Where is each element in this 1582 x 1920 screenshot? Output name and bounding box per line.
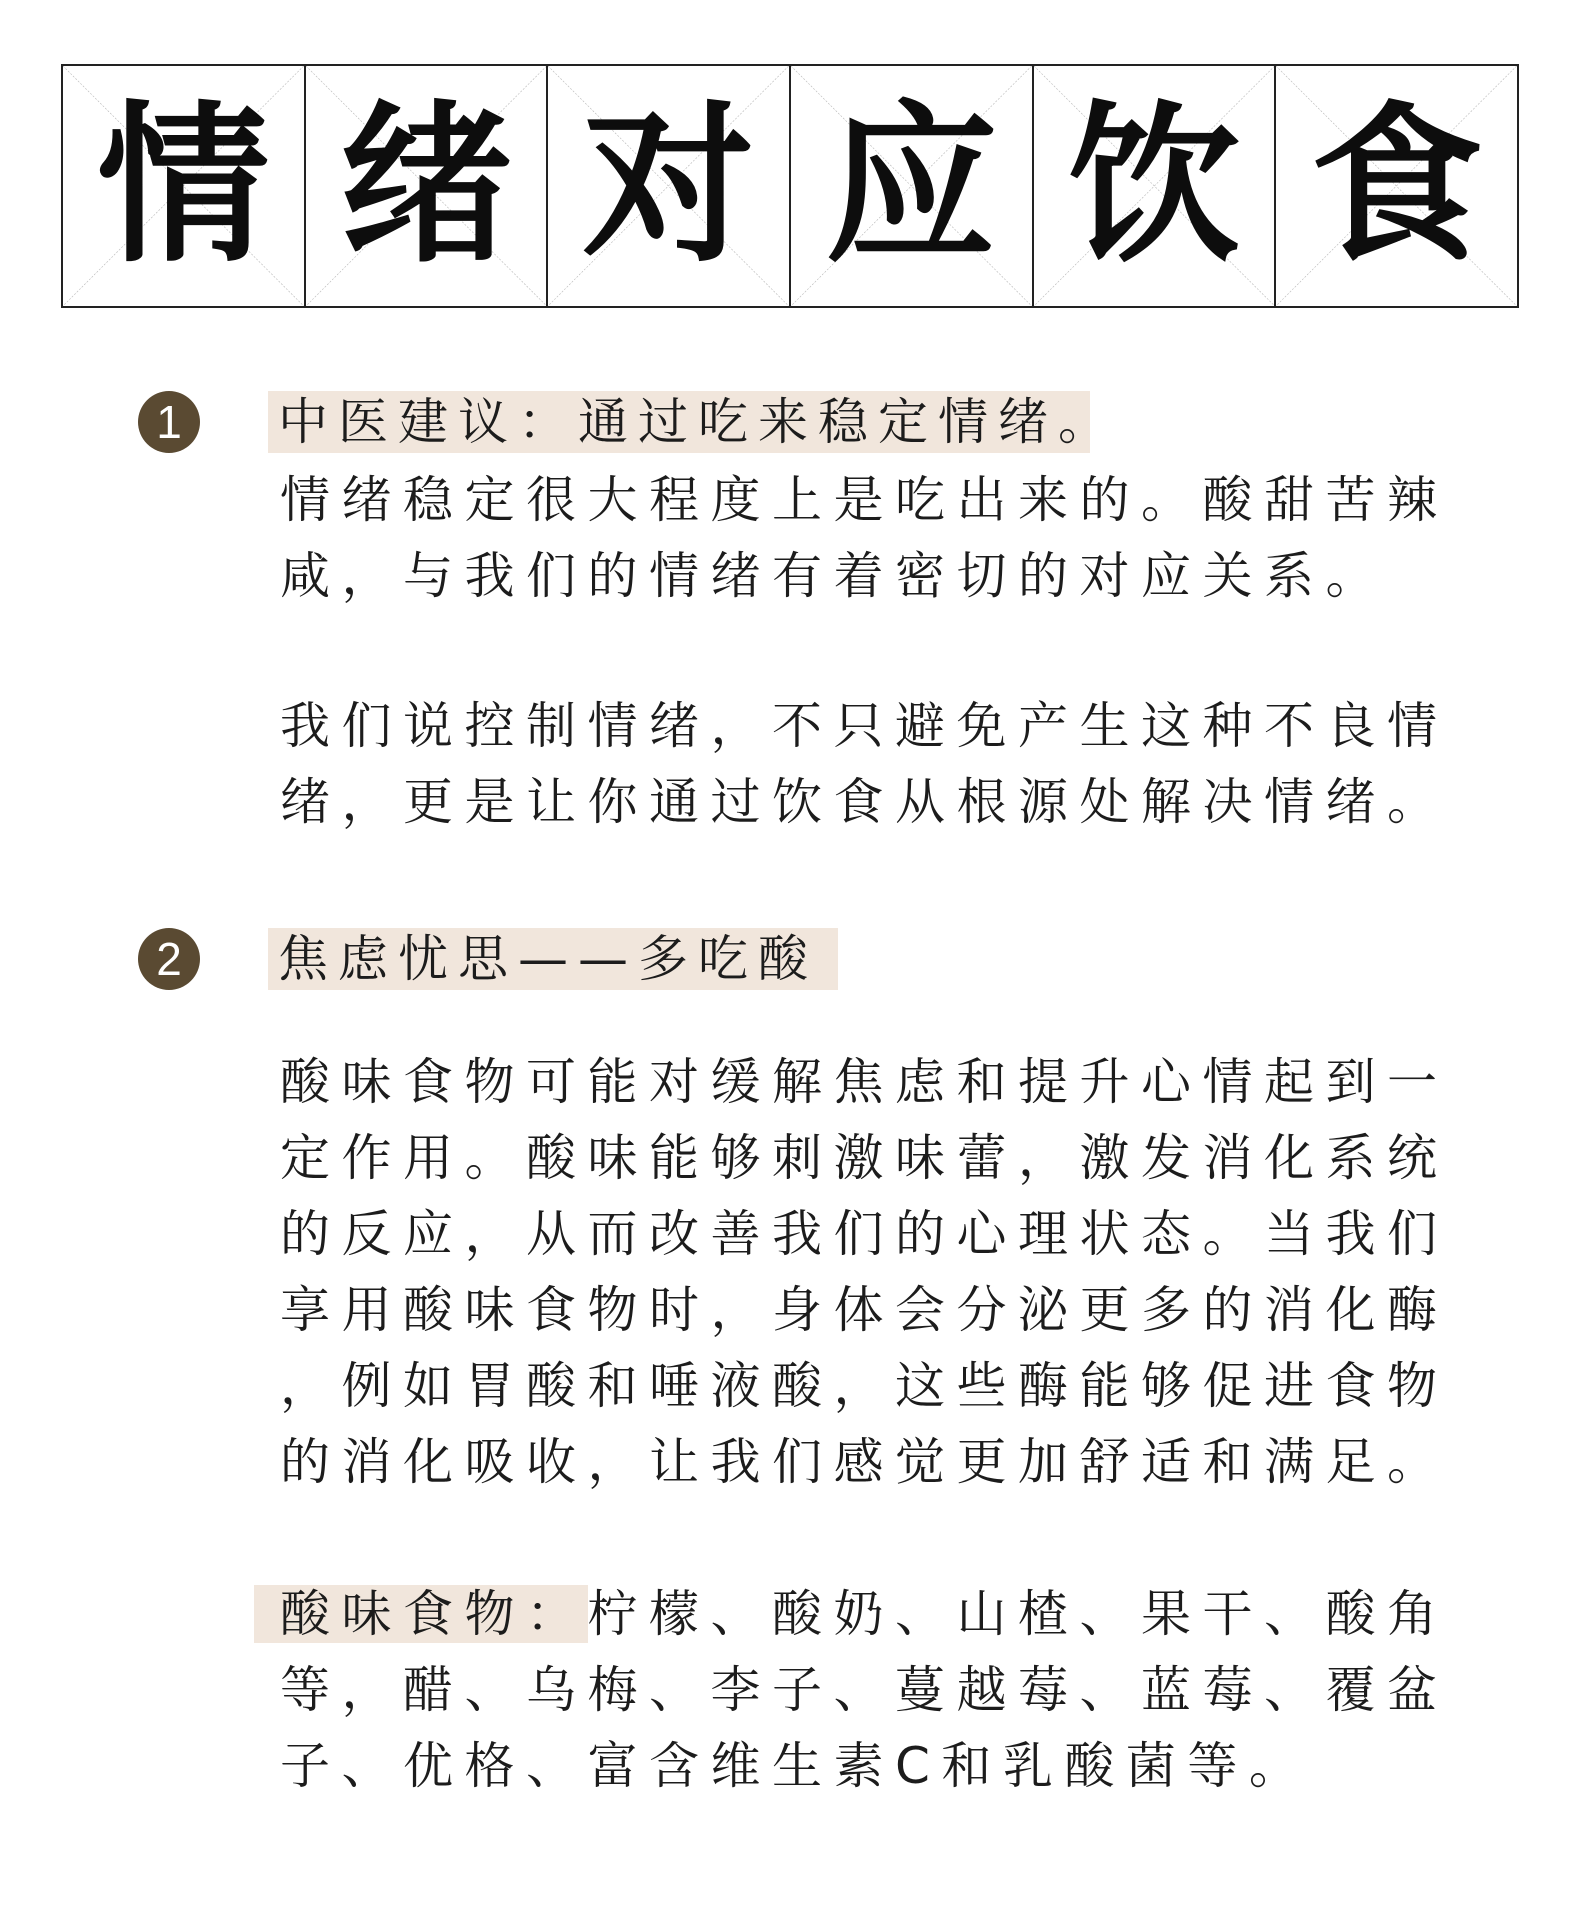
paragraph-line: 享用酸味食物时，身体会分泌更多的消化酶 — [280, 1281, 1449, 1339]
paragraph-line: 酸味食物可能对缓解焦虑和提升心情起到一 — [280, 1053, 1449, 1111]
paragraph-line: 绪，更是让你通过饮食从根源处解决情绪。 — [280, 773, 1449, 831]
title-char: 绪 — [340, 85, 512, 286]
section-2-badge: 2 — [138, 928, 200, 990]
paragraph-line: 的消化吸收，让我们感觉更加舒适和满足。 — [280, 1433, 1449, 1491]
title-cell — [1276, 66, 1517, 306]
paragraph-line: ，例如胃酸和唾液酸，这些酶能够促进食物 — [280, 1357, 1449, 1415]
title-cell — [306, 66, 549, 306]
foods-line — [280, 1576, 1449, 1652]
paragraph-line: 的反应，从而改善我们的心理状态。当我们 — [280, 1205, 1449, 1263]
paragraph-line: 咸，与我们的情绪有着密切的对应关系。 — [280, 547, 1387, 605]
section-2-heading: 焦虑忧思——多吃酸 — [268, 928, 838, 990]
title-char: 应 — [825, 85, 998, 286]
paragraph-line: 子、优格、富含维生素C和乳酸菌等。 — [280, 1737, 1311, 1795]
section-1-heading: 中医建议：通过吃来稳定情绪。 — [268, 391, 1090, 453]
paragraph-line: 定作用。酸味能够刺激味蕾，激发消化系统 — [280, 1129, 1449, 1187]
title-cell — [791, 66, 1034, 306]
title-char: 对 — [582, 85, 755, 286]
title-char: 食 — [1310, 85, 1483, 286]
section-2-paragraph-1 — [280, 1044, 1449, 1500]
section-1-paragraph-2 — [280, 688, 1449, 840]
title-char: 情 — [97, 85, 270, 286]
paragraph-line: 情绪稳定很大程度上是吃出来的。酸甜苦辣 — [280, 471, 1449, 529]
paragraph-line: 我们说控制情绪，不只避免产生这种不良情 — [280, 697, 1449, 755]
title-cell — [63, 66, 306, 306]
foods-label: 酸味食物： — [254, 1585, 588, 1643]
section-2-foods — [280, 1576, 1449, 1804]
title-cell — [1034, 66, 1277, 306]
section-1-paragraph-1 — [280, 462, 1449, 614]
title-char: 饮 — [1068, 85, 1241, 286]
section-1-badge: 1 — [138, 391, 200, 453]
title-cell — [548, 66, 791, 306]
foods-line-rest: 柠檬、酸奶、山楂、果干、酸角 — [587, 1585, 1449, 1643]
title-grid — [61, 64, 1519, 308]
paragraph-line: 等，醋、乌梅、李子、蔓越莓、蓝莓、覆盆 — [280, 1661, 1449, 1719]
